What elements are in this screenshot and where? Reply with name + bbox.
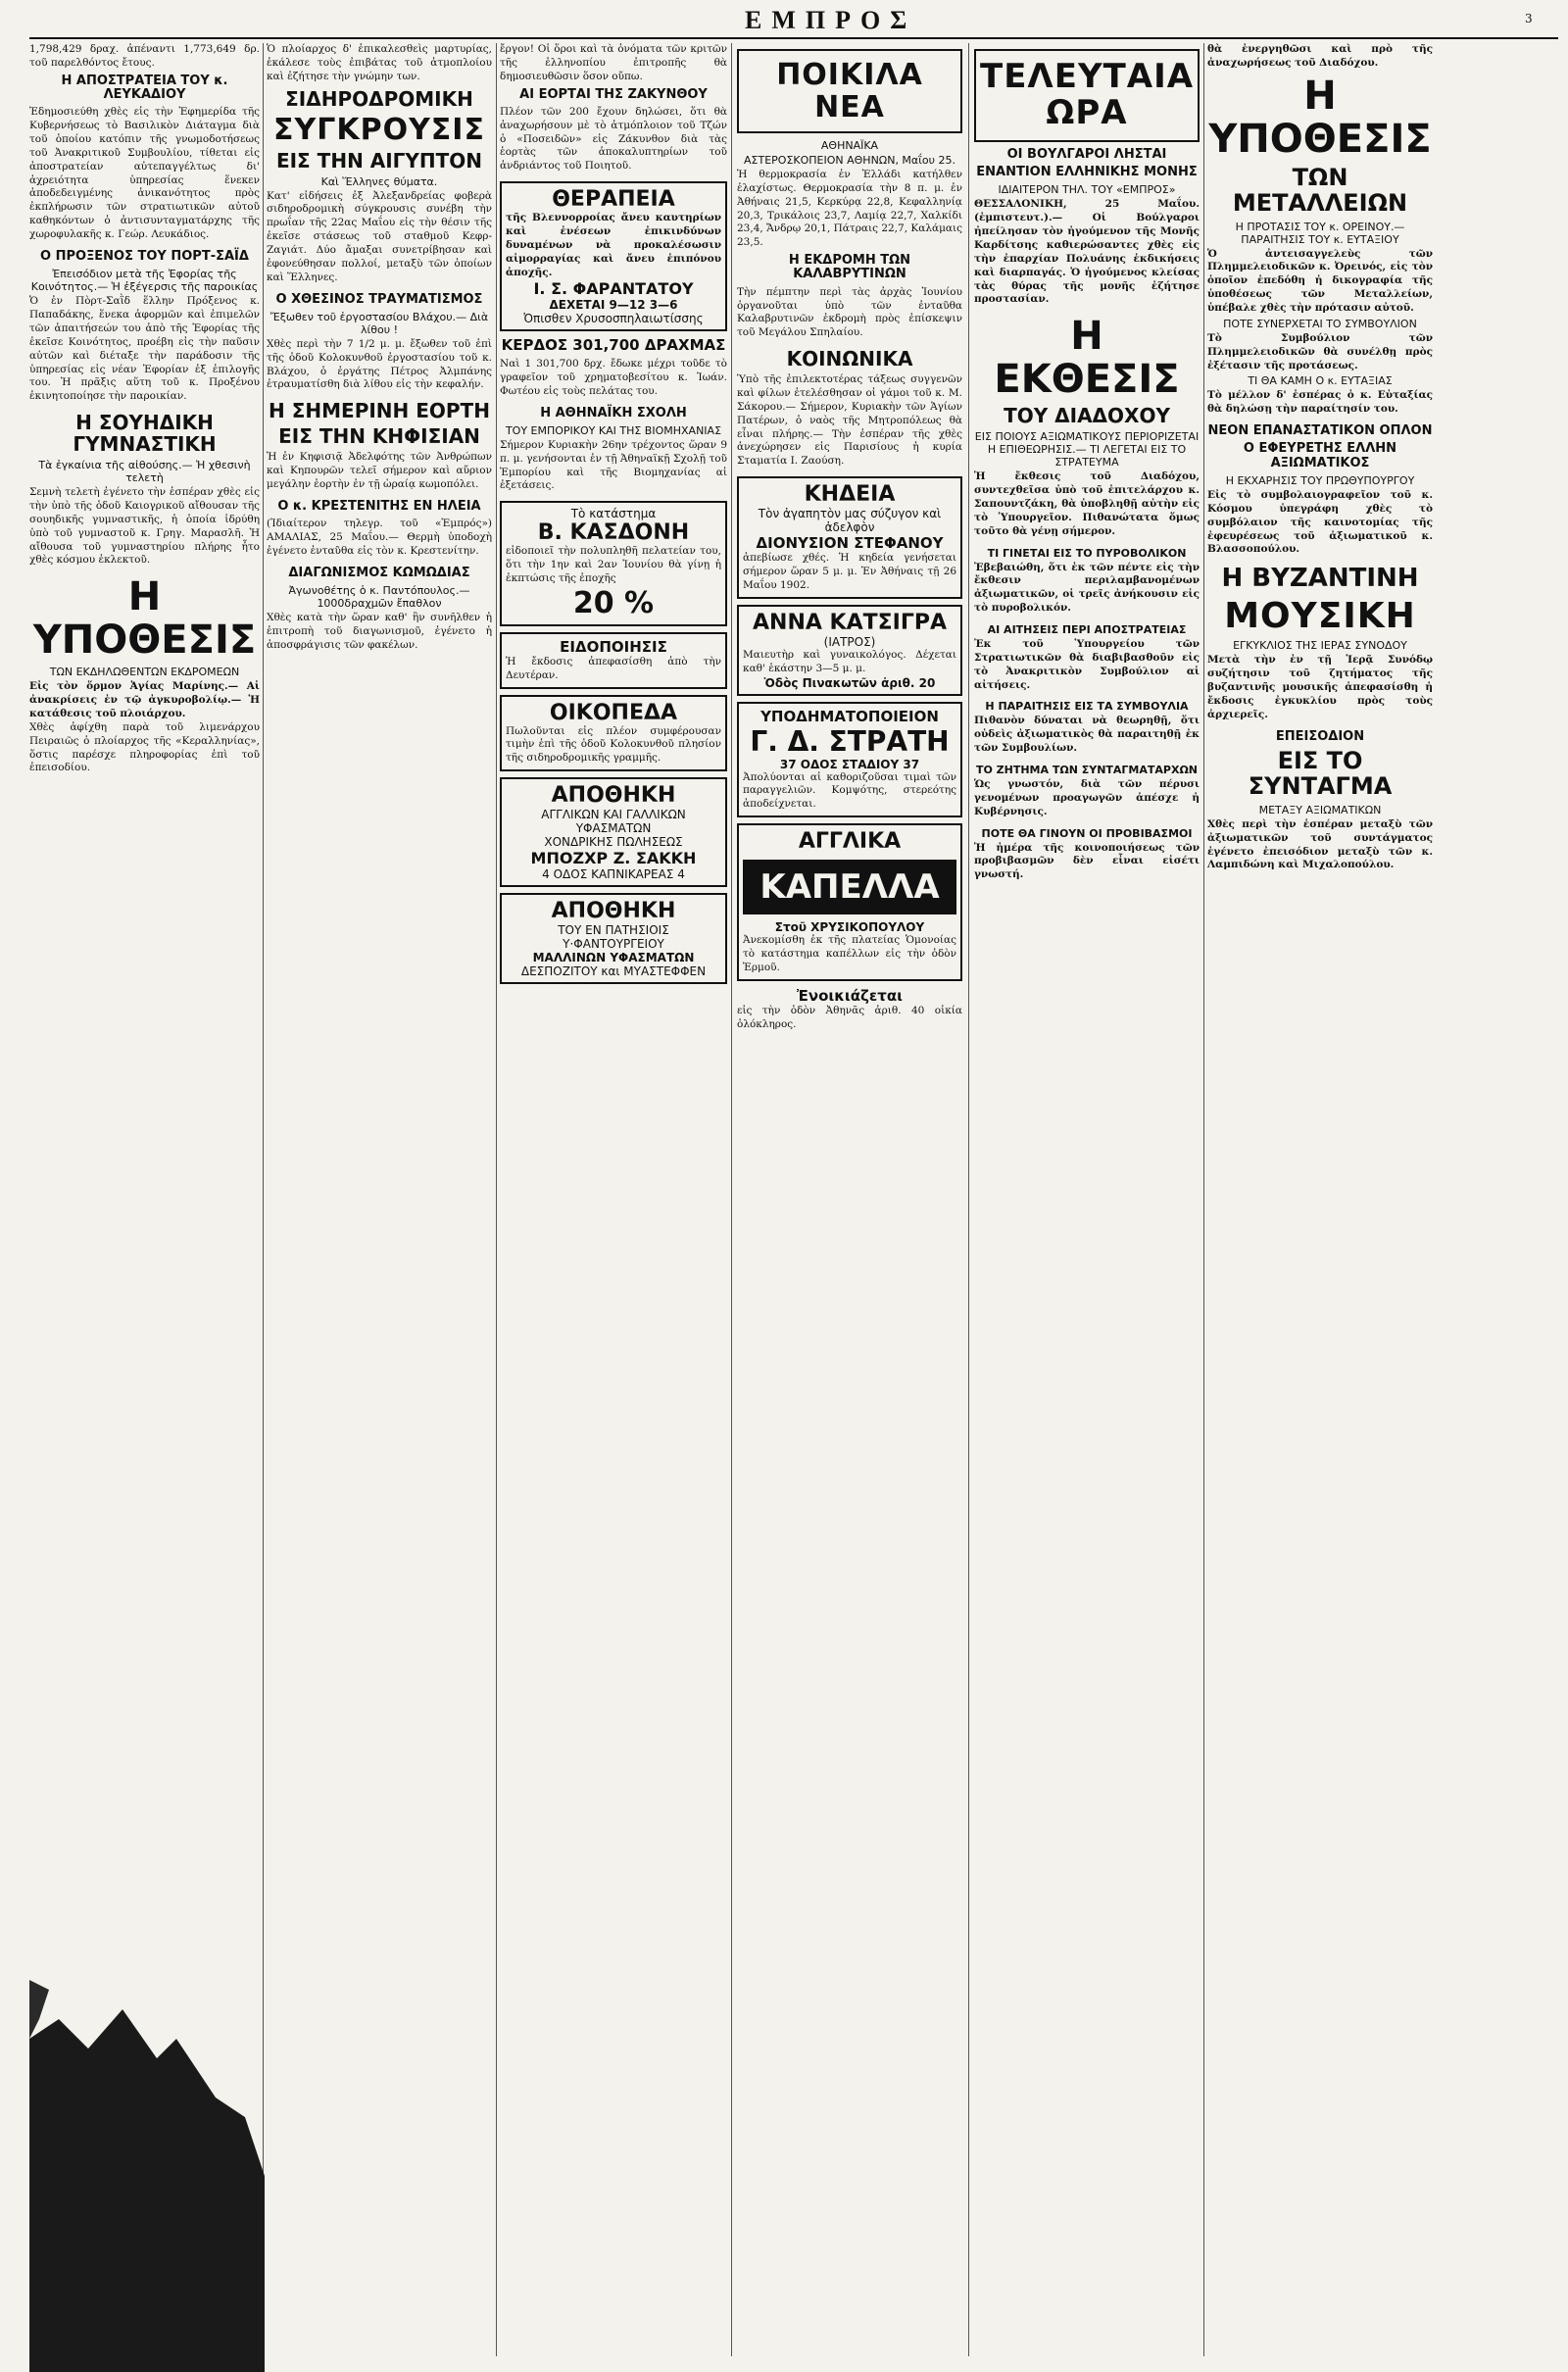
- article-text: Ὁ πλοίαρχος δ' ἐπικαλεσθεὶς μαρτυρίας, ἐκάλεσε τοὺς ἐπιβάτας τοῦ ἀτμοπλοίου καὶ ἐζήτησε τὴν γνώμην των.: [267, 43, 492, 82]
- article-text: Χθὲς περὶ τὴν ἑσπέραν μεταξὺ τῶν ἀξιωματικῶν τοῦ συντάγματος ἐγένετο ἐπεισόδιον μεταξὺ τῶν κ. Λαμπιδώνη καὶ Μιχαλοπούλου.: [1207, 817, 1433, 871]
- article-headline: ΕΙΣ ΤΗΝ ΚΗΦΙΣΙΑΝ: [278, 424, 480, 449]
- ad-text: Ἀνεκομίσθη ἐκ τῆς πλατείας Ὁμονοίας τὸ κατάστημα καπέλλων εἰς τὴν ὁδὸν Ἑρμοῦ.: [743, 934, 956, 973]
- ad-subtitle: ΑΓΓΛΙΚΩΝ ΚΑΙ ΓΑΛΛΙΚΩΝ ΥΦΑΣΜΑΤΩΝ: [541, 808, 686, 836]
- article-headline: Η ΑΘΗΝΑΪΚΗ ΣΧΟΛΗ: [540, 405, 687, 420]
- ad-kasdoni: [500, 501, 727, 626]
- masthead-rule: [29, 37, 1558, 39]
- column-4: [737, 43, 962, 1039]
- article-text: Χθὲς κατὰ τὴν ὥραν καθ' ἣν συνῆλθεν ἡ ἐπιτροπὴ τοῦ διαγωνισμοῦ, ἐγένετο ἡ ἀποσφράγισις τῶν φακέλων.: [267, 612, 492, 651]
- article-text: Ἡ θερμοκρασία ἐν Ἑλλάδι κατήλθεν ἐλαχίστως. Θερμοκρασία τὴν 8 π. μ. ἐν Ἀθήναις 21,5, Κερκύρᾳ 22,8, Κεφαλληνίᾳ 20,3, Τρικάλοις 23,7, Λαμίᾳ 22,7, Χαλκίδι 23,4, Ἄνδρῳ 20,1, Πάτραις 22,7, Καλάμαις 23,5.: [737, 169, 962, 249]
- article-consul: [29, 250, 260, 404]
- article-headline: Η ΕΚΘΕΣΙΣ: [994, 314, 1180, 403]
- article-colonels: [974, 764, 1200, 819]
- article-text: Ἡ ἡμέρα τῆς κοινοποιήσεως τῶν προβιβασμῶν δὲν εἶναι εἰσέτι γνωστή.: [974, 841, 1200, 881]
- article-text: Τὸ μέλλον δ' ἐσπέρας ὁ κ. Εὐταξίας θὰ δηλώσῃ τὴν παραίτησίν του.: [1207, 389, 1433, 416]
- article-subheadline: Ἔξωθεν τοῦ ἐργοστασίου Βλάχου.— Διὰ λίθου !: [270, 310, 489, 336]
- ad-funeral: [737, 476, 962, 599]
- section-subheadline: ΑΘΗΝΑΪΚΑ: [820, 139, 879, 152]
- article-byzantine-music: [1207, 565, 1433, 721]
- ad-hats: [737, 823, 962, 981]
- ad-notice: [500, 632, 727, 689]
- ad-title: ΟΙΚΟΠΕΔΑ: [549, 700, 678, 725]
- article-text: Χθὲς περὶ τὴν 7 1/2 μ. μ. ἔξωθεν τοῦ ἐπὶ τῆς ὁδοῦ Κολοκυνθοῦ ἐργοστασίου τοῦ κ. Βλάχου, ὁ ἐργάτης Πέτρος Ἀλμπάνης ἐτραυματίσθη διὰ λίθου εἰς τὴν κεφαλήν.: [267, 337, 492, 391]
- ad-title: ΕΙΔΟΠΟΙΗΣΙΣ: [560, 637, 667, 656]
- article-headline: ΤΟ ΖΗΤΗΜΑ ΤΩΝ ΣΥΝΤΑΓΜΑΤΑΡΧΩΝ: [975, 764, 1199, 776]
- article-subheadline: Η ΠΡΟΤΑΣΙΣ ΤΟΥ κ. ΟΡΕΙΝΟΥ.— ΠΑΡΑΙΤΗΣΙΣ ΤΟΥ κ. ΕΥΤΑΞΙΟΥ: [1235, 220, 1405, 246]
- article-text: Ἐκ τοῦ Ὑπουργείου τῶν Στρατιωτικῶν θὰ διαβιβασθοῦν εἰς τὸ Ἀνακριτικὸν Συμβούλιον αἱ αἰτήσεις.: [974, 637, 1200, 691]
- article-resignation: [974, 700, 1200, 756]
- ad-discount: 20 %: [572, 585, 655, 620]
- ad-address: 4 ΟΔΟΣ ΚΑΠΝΙΚΑΡΕΑΣ 4: [542, 867, 685, 882]
- article-headline: ΣΙΔΗΡΟΔΡΟΜΙΚΗ: [285, 86, 473, 111]
- article-subheadline: ΤΟΥ ΕΜΠΟΡΙΚΟΥ ΚΑΙ ΤΗΣ ΒΙΟΜΗΧΑΝΙΑΣ: [505, 423, 722, 437]
- article-headline: Η ΣΗΜΕΡΙΝΗ ΕΟΡΤΗ: [269, 399, 490, 423]
- ad-rent: [737, 987, 962, 1032]
- ad-name: Β. ΚΑΣΔΟΝΗ: [537, 520, 690, 546]
- article-text: Ὡς γνωστόν, διὰ τῶν πέρυσι γενομένων προαγωγῶν ἀπέσχε ἡ Κυβέρνησις.: [974, 778, 1200, 817]
- article-subheadline: Καὶ Ἕλληνες θύματα.: [320, 174, 438, 188]
- article-headline: Η ΥΠΟΘΕΣΙΣ: [1208, 73, 1432, 162]
- article-headline: ΝΕΟΝ ΕΠΑΝΑΣΤΑΤΙΚΟΝ ΟΠΛΟΝ: [1207, 423, 1433, 439]
- article-headline: ΔΙΑΓΩΝΙΣΜΟΣ ΚΩΜΩΔΙΑΣ: [288, 565, 470, 580]
- article-subheadline: ΕΓΚΥΚΛΙΟΣ ΤΗΣ ΙΕΡΑΣ ΣΥΝΟΔΟΥ: [1233, 639, 1407, 653]
- ad-text: ἀπεβίωσε χθές. Ἡ κηδεία γενήσεται σήμερον ὥραν 5 μ. μ. Ἐν Ἀθήναις τῇ 26 Μαΐου 1902.: [743, 552, 956, 591]
- ad-subtitle: ΧΟΝΔΡΙΚΗΣ ΠΩΛΗΣΕΩΣ: [544, 835, 683, 850]
- article-headline: ΤΟΥ ΔΙΑΔΟΧΟΥ: [1004, 404, 1170, 428]
- ad-name: ΜΠΟΖΧΡ Ζ. ΣΑΚΚΗ: [530, 849, 697, 868]
- ad-text: τῆς Βλεννορροίας ἄνευ καυτηρίων καὶ ἐνέσεων ἐπικινδύνων δυναμένων νὰ προκαλέσωσιν αἱμορραγίας καὶ ἄνευ ἐπιπόνου ἀποχῆς.: [506, 212, 721, 278]
- article-subheadline: ΤΩΝ ΕΚΔΗΛΩΘΕΝΤΩΝ ΕΚΔΡΟΜΕΩΝ: [49, 666, 240, 679]
- ad-title: ΑΠΟΘΗΚΗ: [551, 783, 676, 809]
- article-subheadline: ΤΙ ΘΑ ΚΑΜΗ Ο κ. ΕΥΤΑΞΙΑΣ: [1248, 374, 1393, 388]
- ad-title: ΑΓΓΛΙΚΑ: [798, 829, 902, 855]
- ad-name: ΔΕΣΠΟΖΙΤΟΥ και ΜΥΑΣΤΕΦΦΕΝ: [520, 964, 707, 979]
- ad-address: Ὀπισθεν Χρυσοσπηλαιωτίσσης: [523, 312, 704, 326]
- section-last-hour: [974, 49, 1200, 142]
- ad-text: Τὸ κατάστημα: [570, 507, 657, 521]
- article-subheadline: ΜΕΤΑΞΥ ΑΞΙΩΜΑΤΙΚΩΝ: [1258, 803, 1382, 816]
- article-text: ΘΕΣΣΑΛΟΝΙΚΗ, 25 Μαΐου. (ἐμπιστευτ.).— Οἱ Βούλγαροι ἠπείλησαν τὸν ἡγούμενον τῆς Μονῆς Καρδίτσης καθιερώσαντες χθὲς εἰς τὴν ἐπαρχίαν Πολυάνης ἐκδικήσεις καὶ διαρπαγάς. Ὁ ἡγούμενος κλείσας τὰς θύρας τῆς μονῆς ἐζήτησε προστασίαν.: [974, 198, 1200, 306]
- ad-text: Ἀπολύονται αἱ καθοριζοῦσαι τιμαὶ τῶν παραγγελιῶν. Κομψότης, στερεότης ἀποδείχνεται.: [743, 770, 956, 811]
- ad-name: ΑΝΝΑ ΚΑΤΣΙΓΡΑ: [753, 610, 947, 635]
- ad-therapy: [500, 181, 727, 331]
- article-headline: ΤΙ ΓΙΝΕΤΑΙ ΕΙΣ ΤΟ ΠΥΡΟΒΟΛΙΚΟΝ: [987, 546, 1187, 560]
- article-headline: ΣΥΓΚΡΟΥΣΙΣ: [273, 112, 485, 147]
- ad-plots: [500, 695, 727, 772]
- article-text: Πιθανὸν δύναται νὰ θεωρηθῇ, ὅτι οὐδεὶς ἀξιωματικὸς θὰ παραιτηθῇ ἐκ τῶν Συμβουλίων.: [974, 715, 1200, 755]
- article-headline: ΑΙ ΑΙΤΗΣΕΙΣ ΠΕΡΙ ΑΠΟΣΤΡΑΤΕΙΑΣ: [987, 622, 1187, 636]
- article-headline: Η ΑΠΟΣΤΡΑΤΕΙΑ ΤΟΥ κ. ΛΕΥΚΑΔΙΟΥ: [61, 73, 228, 103]
- article-retirement-requests: [974, 623, 1200, 692]
- ad-warehouse-patisia: [500, 893, 727, 984]
- article-subheadline: ΠΟΤΕ ΣΥΝΕΡΧΕΤΑΙ ΤΟ ΣΥΜΒΟΥΛΙΟΝ: [1223, 317, 1417, 330]
- article-profit: [500, 337, 727, 398]
- ad-name: Γ. Δ. ΣΤΡΑΤΗ: [750, 724, 950, 758]
- article-lead: Εἰς τὸν ὅρμον Ἁγίας Μαρίνης.— Αἱ ἀνακρίσεις ἐν τῷ ἀγκυροβολίῳ.— Ἡ κατάθεσις τοῦ πλοιάρχου.: [29, 680, 260, 719]
- section-headline: ΠΟΙΚΙΛΑ ΝΕΑ: [776, 58, 923, 124]
- article-text: (Ἰδιαίτερον τηλεγρ. τοῦ «Ἐμπρός») ΑΜΑΛΙΑΣ, 25 Μαΐου.— Θερμὴ ὑποδοχὴ ἐγένετο ἐνταῦθα εἰς τὸν κ. Κρεστενίτην.: [267, 518, 492, 557]
- article-headline: Η ΣΟΥΗΔΙΚΗ ΓΥΜΝΑΣΤΙΚΗ: [73, 411, 217, 457]
- ad-text: Ἡ ἔκδοσις ἀπεφασίσθη ἀπὸ τὴν Δευτέραν.: [506, 655, 721, 681]
- ad-name: ΔΙΟΝΥΣΙΟΝ ΣΤΕΦΑΝΟΥ: [756, 534, 944, 553]
- article-social: [737, 348, 962, 469]
- article-text: Ὁ ἐν Πὸρτ-Σαῒδ ἕλλην Πρόξενος κ. Παπαδάκης, ἕνεκα ἀφορμῶν καὶ ἐπιμελῶν τῶν ἀπαιτήσεών του ἀπὸ τῆς Ἐφορίας τῆς ἐκεῖσε Κοινότητος, προέβη εἰς τὴν παῦσιν αὐτῶν καὶ διέταξε τὴν παράδοσιν τῆς ὑπηρεσίας εἰς νέαν Ἐφορίαν ἐξ ἐπιλογῆς του. Ἡ πρᾶξις αὕτη τοῦ κ. Προξένου ἐκινητοποίησε τὴν παροικίαν.: [29, 295, 260, 403]
- newspaper-title: ΕΜΠΡΟΣ: [745, 6, 917, 34]
- section-headline: ΤΕΛΕΥΤΑΙΑ ΩΡΑ: [980, 57, 1195, 133]
- ad-title: Ἐνοικιάζεται: [797, 986, 903, 1005]
- torn-corner-damage: [29, 1980, 265, 2372]
- column-divider: [731, 43, 732, 2356]
- article-headline: Η ΠΑΡΑΙΤΗΣΙΣ ΕΙΣ ΤΑ ΣΥΜΒΟΥΛΙΑ: [985, 700, 1189, 714]
- article-kifisia-festival: [267, 400, 492, 492]
- ad-subtitle: ΤΟΥ ΕΝ ΠΑΤΗΣΙΟΙΣ Υ·ΦΑΝΤΟΥΡΓΕΙΟΥ: [558, 923, 669, 952]
- column-divider: [968, 43, 969, 2356]
- article-incident: [1207, 730, 1433, 873]
- article-school: [500, 407, 727, 494]
- article-text: Μετὰ τὴν ἐν τῇ Ἱερᾷ Συνόδῳ συζήτησιν τοῦ ζητήματος τῆς βυζαντινῆς μουσικῆς ἀπεφασίσθη ἡ ἔκδοσις ἐγκυκλίου πρὸς τοὺς ἀρχιερεῖς.: [1207, 654, 1433, 720]
- article-headline: Ο ΠΡΟΞΕΝΟΣ ΤΟΥ ΠΟΡΤ-ΣΑΪΔ: [40, 248, 249, 264]
- article-mines: [1207, 74, 1433, 417]
- article-subheadline: ΑΣΤΕΡΟΣΚΟΠΕΙΟΝ ΑΘΗΝΩΝ, Μαΐου 25.: [744, 154, 956, 167]
- article-headline: ΑΙ ΕΟΡΤΑΙ ΤΗΣ ΖΑΚΥΝΘΟΥ: [519, 86, 708, 102]
- ad-shoemaker: [737, 702, 962, 818]
- article-subheadline: Τὰ ἐγκαίνια τῆς αἰθούσης.— Ἡ χθεσινὴ τελετὴ: [38, 459, 251, 485]
- article-headline: ΚΕΡΔΟΣ 301,700 ΔΡΑΧΜΑΣ: [501, 336, 726, 355]
- ad-text: Μαιευτὴρ καὶ γυναικολόγος. Δέχεται καθ' ἑκάστην 3—5 μ. μ.: [743, 648, 956, 674]
- article-subheadline: Ἐπεισόδιον μετὰ τῆς Ἐφορίας τῆς Κοινότητος.— Ἡ ἐξέγερσις τῆς παροικίας: [30, 268, 259, 294]
- article-kalavryta: [737, 254, 962, 340]
- article-headline: ΤΩΝ ΜΕΤΑΛΛΕΙΩΝ: [1232, 163, 1408, 218]
- ad-text: εἰδοποιεῖ τὴν πολυπληθῆ πελατείαν του, ὅτι τὴν 1ην καὶ 2αν Ἰουνίου θὰ γίνῃ ἡ ἐκπτώσις τῆς ἐποχῆς: [506, 545, 721, 584]
- article-text: Σεμνὴ τελετὴ ἐγένετο τὴν ἑσπέραν χθὲς εἰς τὴν ὑπὸ τῆς ὁδοῦ Καιογρικοῦ αἴθουσαν τῆς σουηδικῆς γυμναστικῆς, ἡ ὁποία ἱδρύθη ὑπὸ τοῦ γυμναστοῦ κ. Γρηγ. Μαρασλῆ. Ἡ αἴθουσα τοῦ γυμναστηρίου πλήρης ἦτο χθὲς κόσμου ἐκλεκτοῦ.: [29, 486, 260, 567]
- article-text: Ἐβεβαιώθη, ὅτι ἐκ τῶν πέντε εἰς τὴν ἔκθεσιν περιλαμβανομένων ἀξιωματικῶν, οἱ τρεῖς ἀνήκουσιν εἰς τὸ πυροβολικόν.: [974, 561, 1200, 615]
- column-divider: [1203, 43, 1204, 2356]
- article-subheadline: ΕΙΣ ΠΟΙΟΥΣ ΑΞΙΩΜΑΤΙΚΟΥΣ ΠΕΡΙΟΡΙΖΕΤΑΙ Η ΕΠΙΘΕΩΡΗΣΙΣ.— ΤΙ ΛΕΓΕΤΑΙ ΕΙΣ ΤΟ ΣΤΡΑΤΕΥΜΑ: [974, 430, 1200, 469]
- article-text: Εἰς τὸ συμβολαιογραφεῖον τοῦ κ. Κόσμου ὑπεγράφη χθὲς τὸ συμβόλαιον τῆς καινοτομίας τῆς ἐφευρέσεως τοῦ ἀξιωματικοῦ κ. Βλασσοπούλου.: [1207, 488, 1433, 556]
- masthead: [0, 0, 1568, 39]
- article-text: Χθὲς ἀφίχθη παρὰ τοῦ λιμενάρχου Πειραιῶς ὁ πλοίαρχος τῆς «Κεραλληνίας», ὅστις παρέσχε πληροφορίας ἐπὶ τοῦ ἐπεισοδίου.: [29, 720, 260, 774]
- ad-doctor: [737, 605, 962, 696]
- article-headline: Ο ΧΘΕΣΙΝΟΣ ΤΡΑΥΜΑΤΙΣΜΟΣ: [275, 291, 483, 307]
- ad-title: ΥΠΟΔΗΜΑΤΟΠΟΙΕΙΟΝ: [760, 707, 939, 725]
- article-text: Κατ' εἰδήσεις ἐξ Ἀλεξανδρείας φοβερὰ σιδηροδρομικὴ σύγκρουσις συνέβη τὴν πρωΐαν τῆς 22ας Μαΐου εἰς τὴν θέσιν τῆς ἐκεῖσε στάσεως τοῦ σταθμοῦ Κεφρ-Ζαγιάτ. Δύο ἄμαξαι συνετρίβησαν καὶ ἐφονεύθησαν πολλοί, μεταξὺ τῶν ὁποίων καὶ Ἕλληνες.: [267, 189, 492, 283]
- article-subheadline: Ἀγωνοθέτης ὁ κ. Παντόπουλος.— 1000δραχμῶν ἔπαθλον: [288, 584, 470, 611]
- page-number: 3: [1525, 12, 1533, 25]
- article-text: Ἡ ἔκθεσις τοῦ Διαδόχου, συντεχθεῖσα ὑπὸ τοῦ ἐπιτελάρχου κ. Σαπουντζάκη, θὰ ὑποβληθῇ αὐτὴν εἰς τὸ Ὑπουργεῖον. Πιθανώτατα ὅμως τοῦτο θὰ γένῃ σήμερον.: [974, 470, 1200, 537]
- article-subheadline: ΙΔΙΑΙΤΕΡΟΝ ΤΗΛ. ΤΟΥ «ΕΜΠΡΟΣ»: [998, 183, 1176, 197]
- article-weapon: [1207, 424, 1433, 557]
- article-headline: ΕΠΕΙΣΟΔΙΟΝ: [1275, 728, 1365, 744]
- article-headline: ΟΙ ΒΟΥΛΓΑΡΟΙ ΛΗΣΤΑΙ: [1006, 146, 1167, 162]
- article-text: Πλέον τῶν 200 ἔχουν δηλώσει, ὅτι θὰ ἀναχωρήσουν μὲ τὸ ἀτμόπλοιον τοῦ Τζών ὁ «Ποσειδῶν» εἰς Ζάκυνθον διὰ τὰς ἑορτὰς τῶν ἀποκαλυπτηρίων τοῦ ἀνδριάντος τοῦ Ποιητοῦ.: [500, 105, 727, 173]
- article-krestenitis: [267, 500, 492, 559]
- column-2: [267, 43, 492, 661]
- article-text: Ἡ ἐν Κηφισιᾷ Ἀδελφότης τῶν Ἀνθρώπων καὶ Κηπουρῶν τελεῖ σήμερον καὶ αὔριον μεγάλην ἑορτὴν ἐν τῇ ὡραίᾳ κωμοπόλει.: [267, 451, 492, 491]
- article-injury: [267, 293, 492, 393]
- article-text: Τὴν πέμπτην περὶ τὰς ἀρχὰς Ἰουνίου ὀργανοῦται ὑπὸ τῶν ἐνταῦθα Καλαβρυτινῶν ἐκδρομὴ πρὸς ἐπίσκεψιν τοῦ Μεγάλου Σπηλαίου.: [737, 285, 962, 339]
- article-headline: ΕΙΣ ΤΗΝ ΑΙΓΥΠΤΟΝ: [275, 148, 483, 173]
- ad-name: Ι. Σ. ΦΑΡΑΝΤΑΤΟΥ: [533, 279, 694, 299]
- article-gymnastics: [29, 412, 260, 568]
- column-3: [500, 43, 727, 990]
- article-headline: ΕΙΣ ΤΟ ΣΥΝΤΑΓΜΑ: [1248, 747, 1393, 801]
- article-headline: Η ΥΠΟΘΕΣΙΣ: [32, 574, 257, 664]
- ad-subtitle: (ΙΑΤΡΟΣ): [823, 634, 876, 649]
- article-text: Ὁ ἀντεισαγγελεὺς τῶν Πλημμελειοδικῶν κ. Ὀρεινός, εἰς τὸν ὁποῖον ἐπεδόθη ἡ δικογραφία τῆς ὑποθέσεως τῶν Μεταλλείων, ὑπέβαλε χθὲς τὴν πρότασιν αὐτοῦ.: [1207, 247, 1433, 314]
- article-text: ἔργον! Οἱ ὅροι καὶ τὰ ὀνόματα τῶν κριτῶν τῆς ἑλληνοπίου ἐπιτροπῆς θὰ δημοσιευθῶσιν ὅσον οὔπω.: [500, 43, 727, 82]
- ad-name: ΚΑΠΕΛΛΑ: [743, 860, 956, 914]
- article-bulgarians: [974, 148, 1200, 307]
- article-headline: Η ΕΚΔΡΟΜΗ ΤΩΝ ΚΑΛΑΒΡΥΤΙΝΩΝ: [788, 253, 911, 282]
- column-divider: [496, 43, 497, 2356]
- section-misc-news: [737, 49, 962, 133]
- ad-title: ΑΠΟΘΗΚΗ: [551, 899, 676, 924]
- ad-text: Πωλοῦνται εἰς πλέον συμφέρουσαν τιμὴν ἐπὶ τῆς ὁδοῦ Κολοκυνθοῦ πλησίον τῆς σιδηροδρομικῆς γραμμῆς.: [506, 724, 721, 765]
- article-artillery: [974, 547, 1200, 616]
- ad-address: Ὁδὸς Πινακωτῶν ἀριθ. 20: [763, 675, 936, 690]
- column-6: [1207, 43, 1433, 880]
- article-headline: Η ΒΥΖΑΝΤΙΝΗ: [1221, 564, 1419, 594]
- article-train-collision: [267, 88, 492, 285]
- article-retirement: [29, 74, 260, 242]
- article-excursionists: [29, 575, 260, 775]
- article-headline: Ο ΕΦΕΥΡΕΤΗΣ ΕΛΛΗΝ ΑΞΙΩΜΑΤΙΚΟΣ: [1243, 441, 1397, 470]
- column-5: [974, 43, 1200, 890]
- article-headline: ΠΟΤΕ ΘΑ ΓΙΝΟΥΝ ΟΙ ΠΡΟΒΙΒΑΣΜΟΙ: [981, 826, 1193, 840]
- article-subheadline: Η ΕΚΧΑΡΗΣΙΣ ΤΟΥ ΠΡΩΘΥΠΟΥΡΓΟΥ: [1225, 473, 1415, 487]
- ad-address: 37 ΟΔΟΣ ΣΤΑΔΙΟΥ 37: [779, 757, 920, 771]
- article-report: [974, 315, 1200, 538]
- article-text: Τὸ Συμβούλιον τῶν Πλημμελειοδικῶν θὰ συνέλθῃ πρὸς ἐξέτασιν τῆς προτάσεως.: [1207, 331, 1433, 371]
- ad-text: Τὸν ἀγαπητὸν μας σύζυγον καὶ ἀδελφὸν: [758, 507, 942, 535]
- article-promotions: [974, 827, 1200, 883]
- article-comedy-contest: [267, 567, 492, 653]
- ad-title: ΚΗΔΕΙΑ: [804, 482, 896, 508]
- article-zakynthos: [500, 88, 727, 174]
- article-headline: ΕΝΑΝΤΙΟΝ ΕΛΛΗΝΙΚΗΣ ΜΟΝΗΣ: [976, 165, 1198, 180]
- article-text: Ἐδημοσιεύθη χθὲς εἰς τὴν Ἐφημερίδα τῆς Κυβερνήσεως τὸ Βασιλικὸν Διάταγμα διὰ τοῦ ὁποίου κατόπιν τῆς γνωμοδοτήσεως τοῦ Ἀνακριτικοῦ Συμβουλίου, τίθεται εἰς ἀποστρατείαν αὐτεπαγγέλτως δι' ἀχρειότητα ὑπηρεσίας ἕνεκεν ἀποδεδειγμένης ἀνικανότητος πρὸς ἐκπλήρωσιν τῶν στρατιωτικῶν αὐτοῦ καθηκόντων ὁ ἀντισυνταγματάρχης τῆς χωροφυλακῆς κ. Γεώρ. Λευκάδιος.: [29, 106, 260, 241]
- article-text: Σήμερον Κυριακὴν 26ην τρέχοντος ὥραν 9 π. μ. γενήσονται ἐν τῇ Ἀθηναϊκῇ Σχολῇ τοῦ Ἐμπορίου καὶ τῆς Βιομηχανίας αἱ ἐξετάσεις.: [500, 438, 727, 492]
- ad-warehouse-sakki: [500, 777, 727, 887]
- article-headline: Ο κ. ΚΡΕΣΤΕΝΙΤΗΣ ΕΝ ΗΛΕΙΑ: [277, 498, 481, 514]
- article-text: Ναὶ 1 301,700 δρχ. ἔδωκε μέχρι τοῦδε τὸ γραφεῖον τοῦ χρηματοβεσίτου κ. Ἰωάν. Φωτέου εἰς τοὺς πελάτας του.: [500, 357, 727, 397]
- ad-text: εἰς τὴν ὁδὸν Ἀθηνᾶς ἀριθ. 40 οἰκία ὁλόκληρος.: [737, 1004, 962, 1030]
- article-text: θὰ ἐνεργηθῶσι καὶ πρὸ τῆς ἀναχωρήσεως τοῦ Διαδόχου.: [1207, 43, 1433, 69]
- ad-title: ΘΕΡΑΠΕΙΑ: [552, 187, 675, 213]
- column-1: [29, 43, 260, 783]
- article-text: 1,798,429 δραχ. ἀπέναντι 1,773,649 δρ. τοῦ παρελθόντος ἔτους.: [29, 43, 260, 69]
- article-headline: ΜΟΥΣΙΚΗ: [1224, 595, 1416, 636]
- ad-subtitle: Στοῦ ΧΡΥΣΙΚΟΠΟΥΛΟΥ: [774, 920, 925, 935]
- article-text: Ὑπὸ τῆς ἐπιλεκτοτέρας τάξεως συγγενῶν καὶ φίλων ἐτελέσθησαν οἱ γάμοι τοῦ κ. Μ. Σάκορου.— Σήμερον, Κυριακὴν τῶν Ἁγίων Πατέρων, ὁ ναὸς τῆς Μητροπόλεως θὰ εἶναι πλήρης.— Τὴν ἐσπέραν τῆς χθὲς ἀνεχώρησεν εἰς Παρισίους ἡ κυρία Σταματία Ι. Ζαούση.: [737, 373, 962, 468]
- ad-hours: ΔΕΧΕΤΑΙ 9—12 3—6: [549, 298, 678, 313]
- ad-subtitle: ΜΑΛΛΙΝΩΝ ΥΦΑΣΜΑΤΩΝ: [532, 951, 695, 965]
- article-headline: ΚΟΙΝΩΝΙΚΑ: [786, 347, 913, 371]
